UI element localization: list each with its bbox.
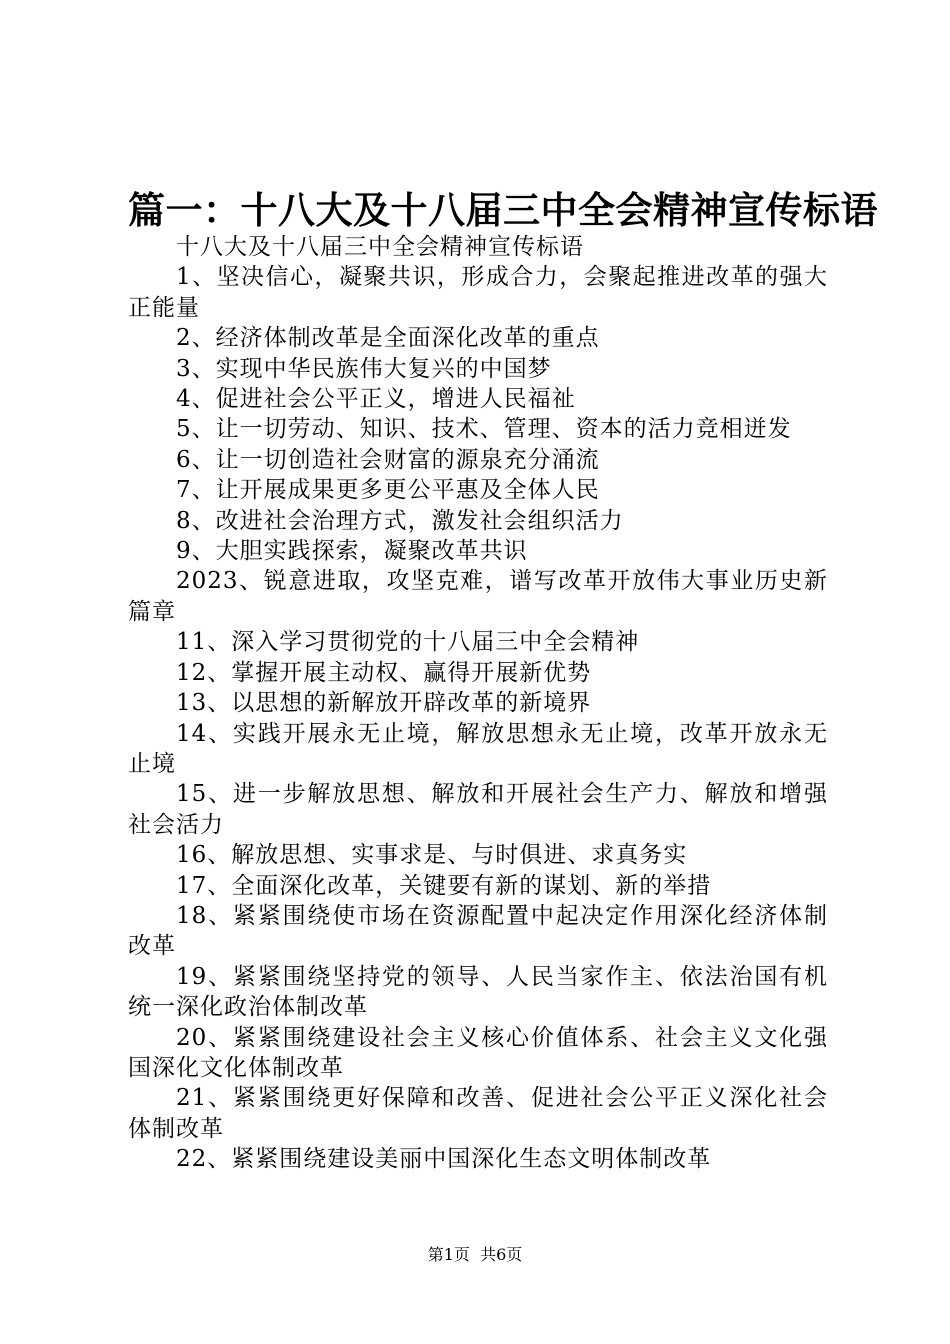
slogan-item: 20、紧紧围绕建设社会主义核心价值体系、社会主义文化强国深化文化体制改革 (128, 1024, 828, 1081)
slogan-item: 9、大胆实践探索，凝聚改革共识 (176, 538, 528, 565)
document-body (128, 232, 828, 1175)
slogan-item: 12、掌握开展主动权、赢得开展新优势 (176, 659, 592, 686)
slogan-item: 3、实现中华民族伟大复兴的中国梦 (176, 355, 552, 382)
slogan-item: 11、深入学习贯彻党的十八届三中全会精神 (176, 629, 640, 656)
slogan-item: 18、紧紧围绕使市场在资源配置中起决定作用深化经济体制改革 (128, 902, 828, 960)
slogan-item: 17、全面深化改革，关键要有新的谋划、新的举措 (176, 872, 712, 899)
slogan-item: 7、让开展成果更多更公平惠及全体人民 (176, 477, 600, 504)
slogan-item: 13、以思想的新解放开辟改革的新境界 (176, 690, 592, 717)
slogan-item: 2023、锐意进取，攻坚克难，谱写改革开放伟大事业历史新篇章 (128, 568, 828, 625)
document-title: 篇一：十八大及十八届三中全会精神宣传标语 (128, 188, 878, 232)
slogan-item: 4、促进社会公平正义，增进人民福祉 (176, 386, 576, 413)
slogan-item: 5、让一切劳动、知识、技术、管理、资本的活力竞相迸发 (176, 416, 792, 443)
page-footer: 第1页 共6页 (427, 1245, 523, 1264)
slogan-item: 6、让一切创造社会财富的源泉充分涌流 (176, 446, 600, 473)
document-subtitle: 十八大及十八届三中全会精神宣传标语 (176, 234, 584, 260)
slogan-item: 16、解放思想、实事求是、与时俱进、求真务实 (176, 842, 688, 869)
slogan-item: 14、实践开展永无止境，解放思想永无止境，改革开放永无止境 (128, 720, 828, 777)
slogan-item: 21、紧紧围绕更好保障和改善、促进社会公平正义深化社会体制改革 (128, 1085, 828, 1142)
slogan-item: 22、紧紧围绕建设美丽中国深化生态文明体制改革 (176, 1146, 712, 1173)
slogan-item: 1、坚决信心，凝聚共识，形成合力，会聚起推进改革的强大正能量 (128, 264, 828, 321)
slogan-item: 19、紧紧围绕坚持党的领导、人民当家作主、依法治国有机统一深化政治体制改革 (128, 963, 828, 1021)
slogan-item: 15、进一步解放思想、解放和开展社会生产力、解放和增强社会活力 (128, 781, 828, 838)
slogan-item: 2、经济体制改革是全面深化改革的重点 (176, 325, 600, 352)
slogan-item: 8、改进社会治理方式，激发社会组织活力 (176, 507, 624, 534)
